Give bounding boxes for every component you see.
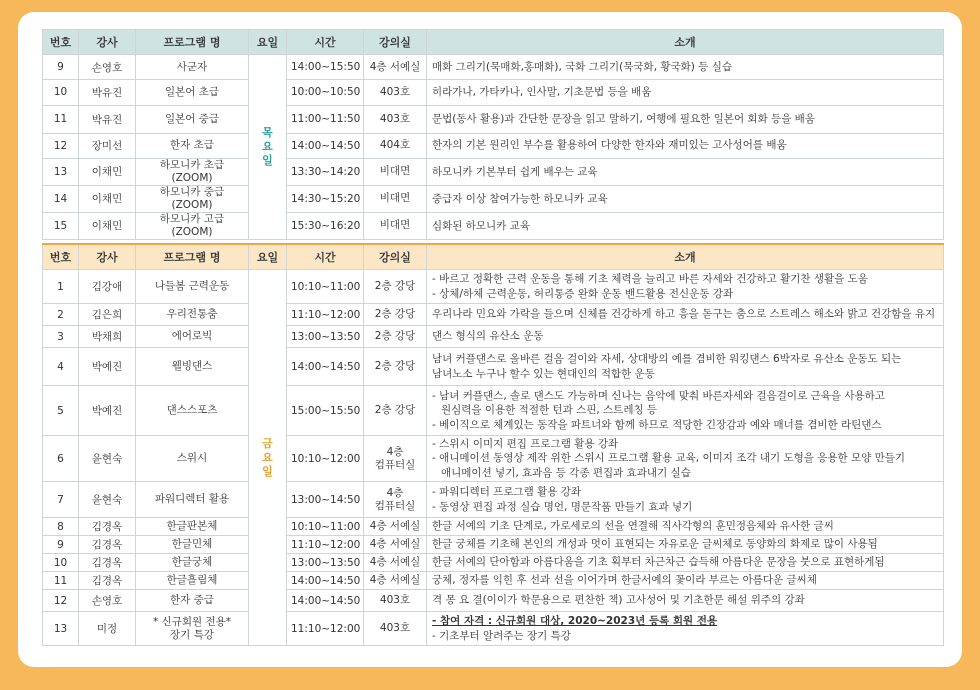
room-name: 403호 <box>379 85 411 98</box>
row-room <box>364 386 427 436</box>
header-program: 프로그램 명 <box>136 30 249 55</box>
description-line: 애니메이션 넣기, 효과음 등 각종 편집과 효과내기 실습 <box>441 466 691 479</box>
room-name: 비대면 <box>379 192 411 205</box>
room-name: 비대면 <box>379 165 411 178</box>
row-program <box>136 158 249 185</box>
day-char: 일 <box>262 464 273 478</box>
description-line: - 상체/하체 근력운동, 허리통증 완화 운동 밴드활용 전신운동 강좌 <box>432 287 734 300</box>
row-room <box>364 348 427 386</box>
row-teacher: 김은희 <box>79 304 136 326</box>
row-room <box>364 185 427 212</box>
program-name: 한글판본체 <box>166 520 218 532</box>
row-description <box>427 536 944 554</box>
row-program <box>136 212 249 239</box>
row-teacher: 손영호 <box>79 590 136 612</box>
row-program <box>136 80 249 105</box>
row-program <box>136 386 249 436</box>
table-row <box>43 348 944 386</box>
header-number: 번호 <box>43 244 79 270</box>
row-teacher: 박유진 <box>79 105 136 133</box>
row-description <box>427 348 944 386</box>
row-number: 9 <box>43 55 79 80</box>
row-number: 10 <box>43 554 79 572</box>
program-name: 에어로빅 <box>171 330 213 342</box>
table-row <box>43 386 944 436</box>
room-name: 4층 <box>386 486 404 499</box>
table-row <box>43 436 944 482</box>
room-name: 403호 <box>379 622 411 634</box>
program-name: 우리전통춤 <box>166 308 218 320</box>
room-name: 4층 서예실 <box>369 538 421 550</box>
row-room <box>364 518 427 536</box>
row-teacher: 김경옥 <box>79 554 136 572</box>
row-room <box>364 80 427 105</box>
row-program <box>136 270 249 304</box>
row-program <box>136 304 249 326</box>
row-teacher: 미정 <box>79 612 136 646</box>
description-line: 원심력을 이용한 적절한 턴과 스핀, 스트레칭 등 <box>441 404 658 417</box>
program-name: 한글민체 <box>171 538 213 550</box>
row-number: 4 <box>43 348 79 386</box>
row-program <box>136 554 249 572</box>
program-name: 하모니카 고급(ZOOM) <box>159 212 225 238</box>
row-number: 15 <box>43 212 79 239</box>
description-line: 히라가나, 가타카나, 인사말, 기초문법 등을 배움 <box>432 86 652 99</box>
day-cell <box>249 270 287 646</box>
program-name: 스위시 <box>176 452 208 464</box>
program-name: 하모니카 초급(ZOOM) <box>159 158 225 184</box>
description-line: - 남녀 커플댄스, 솔로 댄스도 가능하며 신나는 음악에 맞춰 바른자세와 걸음걸이로 근육을 사용하고 <box>432 389 885 402</box>
row-description <box>427 270 944 304</box>
table-row <box>43 270 944 304</box>
row-time: 11:00~11:50 <box>287 105 364 133</box>
header-day: 요일 <box>249 30 287 55</box>
description-line: - 베이직으로 체계있는 동작을 파트너와 함께 하므로 적당한 긴장감과 예와 매너를 겸비한 라틴댄스 <box>432 418 882 431</box>
friday-header-row <box>43 244 944 270</box>
program-name: 나들봄 근력운동 <box>154 280 230 292</box>
row-number: 5 <box>43 386 79 436</box>
row-time: 10:00~10:50 <box>287 80 364 105</box>
row-description <box>427 482 944 518</box>
day-char: 목 <box>262 125 273 139</box>
program-name: 일본어 중급 <box>164 112 220 125</box>
table-row <box>43 326 944 348</box>
row-teacher: 박유진 <box>79 80 136 105</box>
table-row <box>43 572 944 590</box>
description-line: 매화 그리기(묵매화,홍매화), 국화 그리기(묵국화, 황국화) 등 실습 <box>432 60 732 73</box>
description-line: 한글 서예의 단아함과 아름다움을 기초 획부터 차근차근 습득해 아름다운 문장을 붓으로 표현하게됨 <box>432 556 885 569</box>
program-name-line2: 장기 특강 <box>170 628 214 641</box>
room-name: 4층 서예실 <box>369 556 421 568</box>
description-line: - 기초부터 알려주는 장기 특강 <box>432 629 571 642</box>
row-teacher: 김경옥 <box>79 536 136 554</box>
row-number: 7 <box>43 482 79 518</box>
row-program <box>136 133 249 158</box>
table-row <box>43 304 944 326</box>
day-char: 요 <box>262 450 273 464</box>
row-room <box>364 158 427 185</box>
row-program <box>136 348 249 386</box>
day-char: 요 <box>262 139 273 153</box>
room-name: 2층 강당 <box>374 330 416 342</box>
row-program <box>136 55 249 80</box>
description-line: 댄스 형식의 유산소 운동 <box>432 330 544 343</box>
program-name: 한자 중급 <box>170 594 214 606</box>
room-name: 4층 서예실 <box>369 60 421 73</box>
table-row <box>43 80 944 105</box>
row-program <box>136 436 249 482</box>
row-program <box>136 590 249 612</box>
program-name: 한자 초급 <box>170 139 214 152</box>
description-line: 한글 서예의 기초 단계로, 가로세로의 선을 연결해 직사각형의 훈민정음체와 유사한 글씨 <box>432 520 834 533</box>
row-number: 3 <box>43 326 79 348</box>
row-time: 14:00~15:50 <box>287 55 364 80</box>
row-time: 10:10~12:00 <box>287 436 364 482</box>
row-number: 1 <box>43 270 79 304</box>
eligibility-note: - 참여 자격 : 신규회원 대상, 2020~2023년 등록 회원 전용 <box>432 615 718 627</box>
program-name: 한글흘림체 <box>166 574 218 586</box>
row-number: 11 <box>43 572 79 590</box>
row-time: 15:30~16:20 <box>287 212 364 239</box>
table-row <box>43 554 944 572</box>
day-char: 일 <box>262 153 273 167</box>
row-time: 13:00~14:50 <box>287 482 364 518</box>
row-description <box>427 326 944 348</box>
row-room <box>364 133 427 158</box>
row-room <box>364 436 427 482</box>
row-number: 12 <box>43 590 79 612</box>
description-line: - 바르고 정확한 근력 운동을 통해 기초 체력을 늘리고 바른 자세와 건강하고 활기찬 생활을 도움 <box>432 273 868 285</box>
row-description <box>427 386 944 436</box>
row-description <box>427 436 944 482</box>
description-line: - 스위시 이미지 편집 프로그램 활용 강좌 <box>432 437 619 450</box>
header-day: 요일 <box>249 244 287 270</box>
row-program <box>136 518 249 536</box>
header-program: 프로그램 명 <box>136 244 249 270</box>
row-program <box>136 536 249 554</box>
room-name-line2: 컴퓨터실 <box>374 458 416 471</box>
header-intro: 소개 <box>427 244 944 270</box>
row-description <box>427 185 944 212</box>
row-description <box>427 105 944 133</box>
room-name: 2층 강당 <box>374 280 416 292</box>
row-time: 14:00~14:50 <box>287 590 364 612</box>
row-program <box>136 482 249 518</box>
row-number: 13 <box>43 612 79 646</box>
row-program <box>136 572 249 590</box>
room-name: 4층 <box>386 445 404 458</box>
row-teacher: 이채민 <box>79 212 136 239</box>
row-teacher: 김강애 <box>79 270 136 304</box>
row-number: 2 <box>43 304 79 326</box>
description-line: 우리나라 민요와 가락을 들으며 신체를 건강하게 하고 흥을 돋구는 춤으로 스트레스 해소와 밝고 건강함을 유지 <box>432 308 936 321</box>
table-row <box>43 212 944 239</box>
row-number: 8 <box>43 518 79 536</box>
room-name: 4층 서예실 <box>369 520 421 532</box>
thursday-table <box>42 29 944 240</box>
row-room <box>364 572 427 590</box>
row-number: 14 <box>43 185 79 212</box>
header-time: 시간 <box>287 244 364 270</box>
row-description <box>427 572 944 590</box>
room-name-line2: 컴퓨터실 <box>374 499 416 512</box>
row-teacher: 박예진 <box>79 348 136 386</box>
description-line: - 파워디렉터 프로그램 활용 강좌 <box>432 486 581 498</box>
row-teacher: 장미선 <box>79 133 136 158</box>
row-room <box>364 590 427 612</box>
description-line: 남녀노소 누구나 할수 있는 현대인의 적합한 운동 <box>432 367 655 380</box>
day-char: 금 <box>262 436 273 450</box>
description-line: 한자의 기본 원리인 부수를 활용하여 다양한 한자와 재미있는 고사성어를 배움 <box>432 139 787 152</box>
row-time: 14:00~14:50 <box>287 133 364 158</box>
room-name: 403호 <box>379 594 411 606</box>
header-number: 번호 <box>43 30 79 55</box>
row-time: 13:00~13:50 <box>287 554 364 572</box>
room-name: 2층 강당 <box>374 404 416 416</box>
table-row <box>43 185 944 212</box>
table-row <box>43 536 944 554</box>
row-description <box>427 212 944 239</box>
header-room: 강의실 <box>364 30 427 55</box>
row-room <box>364 612 427 646</box>
header-time: 시간 <box>287 30 364 55</box>
description-line: 심화된 하모니카 교육 <box>432 219 530 232</box>
row-description <box>427 55 944 80</box>
row-description <box>427 590 944 612</box>
description-line: - 애니메이션 동영상 제작 위한 스위시 프로그램 활용 교육, 이미지 조각 내기 도형을 응용한 모양 만들기 <box>432 452 906 465</box>
program-name: 하모니카 중급(ZOOM) <box>159 185 225 211</box>
row-room <box>364 212 427 239</box>
table-row <box>43 55 944 80</box>
room-name: 404호 <box>379 139 411 152</box>
description-line: 궁체, 정자를 익힌 후 선과 선을 이어가며 한글서예의 꽃이라 부르는 아름다운 글씨체 <box>432 574 817 587</box>
header-teacher: 강사 <box>79 30 136 55</box>
row-room <box>364 304 427 326</box>
description-line: 한글 궁체를 기초해 본인의 개성과 멋이 표현되는 자유로운 글씨체로 동양화의 화제로 많이 사용됨 <box>432 538 878 551</box>
row-teacher: 윤현숙 <box>79 436 136 482</box>
table-row <box>43 612 944 646</box>
table-row <box>43 482 944 518</box>
row-teacher: 박채희 <box>79 326 136 348</box>
row-number: 6 <box>43 436 79 482</box>
row-teacher: 이채민 <box>79 158 136 185</box>
header-room: 강의실 <box>364 244 427 270</box>
row-description <box>427 80 944 105</box>
friday-table <box>42 243 944 646</box>
row-room <box>364 326 427 348</box>
room-name: 2층 강당 <box>374 308 416 320</box>
header-teacher: 강사 <box>79 244 136 270</box>
row-time: 15:00~15:50 <box>287 386 364 436</box>
row-description <box>427 554 944 572</box>
program-name: * 신규회원 전용* <box>152 615 232 628</box>
row-room <box>364 105 427 133</box>
row-room <box>364 536 427 554</box>
program-name: 파워디렉터 활용 <box>154 493 230 505</box>
description-line: 중급자 이상 참여가능한 하모니카 교육 <box>432 192 608 205</box>
table-row <box>43 590 944 612</box>
room-name: 비대면 <box>379 219 411 232</box>
header-intro: 소개 <box>427 30 944 55</box>
room-name: 4층 서예실 <box>369 574 421 586</box>
row-room <box>364 554 427 572</box>
row-time: 13:30~14:20 <box>287 158 364 185</box>
row-number: 12 <box>43 133 79 158</box>
row-teacher: 박예진 <box>79 386 136 436</box>
row-time: 10:10~11:00 <box>287 518 364 536</box>
row-description <box>427 158 944 185</box>
row-teacher: 김경옥 <box>79 572 136 590</box>
row-time: 14:00~14:50 <box>287 572 364 590</box>
row-program <box>136 326 249 348</box>
row-number: 9 <box>43 536 79 554</box>
table-row <box>43 158 944 185</box>
program-name: 웰빙댄스 <box>171 360 213 372</box>
row-program <box>136 612 249 646</box>
schedule-card <box>18 12 962 667</box>
row-program <box>136 105 249 133</box>
row-time: 14:30~15:20 <box>287 185 364 212</box>
day-cell <box>249 55 287 240</box>
description-line: 격 몽 요 결(이이가 학문용으로 편찬한 책) 고사성어 및 기초한문 해설 위주의 강좌 <box>432 594 805 607</box>
row-description <box>427 304 944 326</box>
row-number: 10 <box>43 80 79 105</box>
table-row <box>43 518 944 536</box>
row-time: 11:10~12:00 <box>287 612 364 646</box>
program-name: 댄스스포츠 <box>166 404 218 416</box>
row-teacher: 윤현숙 <box>79 482 136 518</box>
row-time: 14:00~14:50 <box>287 348 364 386</box>
row-teacher: 김경옥 <box>79 518 136 536</box>
row-number: 13 <box>43 158 79 185</box>
description-line: 하모니카 기본부터 쉽게 배우는 교육 <box>432 165 598 178</box>
program-name: 일본어 초급 <box>164 85 220 98</box>
program-name: 한글궁체 <box>171 556 213 568</box>
row-room <box>364 270 427 304</box>
thursday-header-row <box>43 30 944 55</box>
table-row <box>43 105 944 133</box>
row-description <box>427 518 944 536</box>
description-line: 남녀 커플댄스로 올바른 걸음 걸이와 자세, 상대방의 예를 겸비한 워킹댄스 6박자로 유산소 운동도 되는 <box>432 353 902 365</box>
row-teacher: 이채민 <box>79 185 136 212</box>
row-time: 11:10~12:00 <box>287 304 364 326</box>
row-time: 10:10~11:00 <box>287 270 364 304</box>
row-room <box>364 55 427 80</box>
description-line: - 동영상 편집 과정 실습 명언, 명문작품 만들기 효과 넣기 <box>432 500 693 513</box>
room-name: 2층 강당 <box>374 360 416 372</box>
row-program <box>136 185 249 212</box>
table-row <box>43 133 944 158</box>
program-name: 사군자 <box>176 60 208 73</box>
row-description <box>427 612 944 646</box>
description-line: 문법(동사 활용)과 간단한 문장을 읽고 말하기, 여행에 필요한 일본어 회화 등을 배움 <box>432 112 815 125</box>
row-description <box>427 133 944 158</box>
row-room <box>364 482 427 518</box>
row-teacher: 손영호 <box>79 55 136 80</box>
row-time: 13:00~13:50 <box>287 326 364 348</box>
room-name: 403호 <box>379 112 411 125</box>
row-number: 11 <box>43 105 79 133</box>
row-time: 11:10~12:00 <box>287 536 364 554</box>
